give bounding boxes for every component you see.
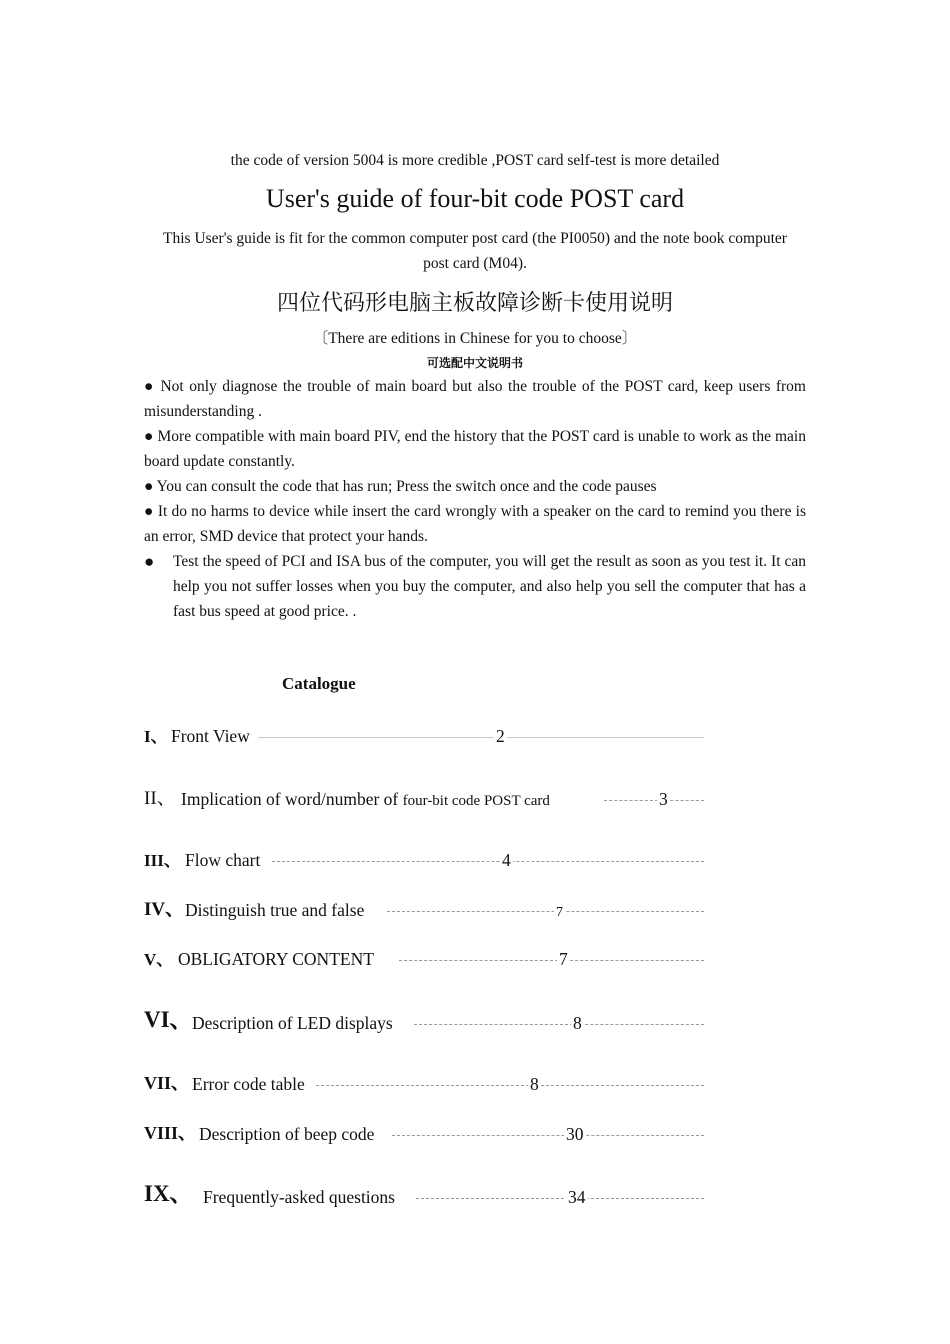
toc-leader (604, 800, 704, 801)
toc-page: 8 (530, 1074, 539, 1094)
feature-item (144, 549, 806, 624)
toc-leader (316, 1085, 704, 1086)
toc-page: 7 (556, 905, 563, 920)
toc-page: 4 (502, 850, 511, 870)
toc-label-small: four-bit code POST card (402, 793, 550, 809)
intro-paragraph: This User's guide is fit for the common computer post card (the PI0050) and the note book computer post card (M04). (163, 230, 787, 272)
toc-page: 2 (496, 726, 505, 746)
toc-label: Front View (171, 726, 250, 746)
toc-item-beep-code[interactable] (144, 1121, 704, 1145)
toc-page: 7 (559, 949, 568, 969)
toc-number: IX、 (144, 1181, 193, 1206)
bullet-icon: ● (144, 552, 155, 571)
toc-leader (272, 861, 704, 862)
toc-number: VIII、 (144, 1123, 197, 1143)
toc-item-flow-chart[interactable] (144, 847, 704, 871)
chinese-edition-note: 〔There are editions in Chinese for you to choose〕 (312, 330, 638, 347)
toc-number: II、 (144, 788, 176, 809)
feature-list (144, 374, 806, 624)
feature-item: ● Not only diagnose the trouble of main board but also the trouble of the POST card, keep users from misunderstanding . (144, 378, 806, 420)
toc-item-implication[interactable] (144, 786, 704, 810)
toc-leader (399, 960, 704, 961)
toc-label: Description of beep code (199, 1124, 375, 1144)
page-title: User's guide of four-bit code POST card (265, 184, 685, 213)
toc-leader (387, 911, 704, 912)
toc-label: Distinguish true and false (185, 900, 365, 920)
feature-item: ● You can consult the code that has run; Press the switch once and the code pauses (144, 478, 657, 495)
toc-label: Frequently-asked questions (203, 1187, 395, 1207)
toc-number: I、 (144, 727, 168, 746)
toc-item-distinguish[interactable] (144, 897, 704, 921)
toc-number: III、 (144, 851, 181, 870)
toc-leader (258, 737, 704, 738)
toc-item-led-displays[interactable] (144, 1007, 704, 1034)
version-note: the code of version 5004 is more credible ,POST card self-test is more detailed (230, 152, 720, 169)
toc-page: 8 (573, 1013, 582, 1033)
feature-item: ● More compatible with main board PIV, end the history that the POST card is unable to work as the main board update constantly. (144, 428, 806, 470)
toc-label: Error code table (192, 1074, 305, 1094)
toc-leader (416, 1198, 704, 1199)
toc-label-main: Implication of word/number of (181, 789, 399, 809)
toc-page: 34 (568, 1187, 586, 1207)
toc-item-faq[interactable] (144, 1181, 704, 1208)
toc-number: VI、 (144, 1007, 193, 1032)
feature-item: ● It do no harms to device while insert the card wrongly with a speaker on the card to remind you there is an error, SMD device that protect your hands. (144, 503, 806, 545)
toc-item-front-view[interactable] (144, 723, 704, 747)
toc-label: Description of LED displays (192, 1013, 393, 1033)
toc-label: Flow chart (185, 850, 261, 870)
toc-number: V、 (144, 950, 174, 969)
toc-label: OBLIGATORY CONTENT (178, 949, 374, 969)
feature-text: Test the speed of PCI and ISA bus of the computer, you will get the result as soon as you test it. It can help you not suffer losses when you buy the computer, and also help you sell the computer that has a fast bus speed at good price. . (173, 553, 806, 620)
catalogue-heading: Catalogue (282, 674, 356, 693)
chinese-manual-note: 可选配中文说明书 (426, 356, 523, 370)
toc-leader (392, 1135, 704, 1136)
toc-item-error-code-table[interactable] (144, 1071, 704, 1095)
toc-item-obligatory[interactable] (144, 946, 704, 970)
toc-number: IV、 (144, 899, 185, 920)
toc-number: VII、 (144, 1073, 190, 1093)
toc-page: 30 (566, 1124, 584, 1144)
toc-page: 3 (659, 789, 668, 809)
chinese-title: 四位代码形电脑主板故障诊断卡使用说明 (276, 291, 673, 316)
toc-label (181, 789, 550, 810)
toc-leader (414, 1024, 704, 1025)
